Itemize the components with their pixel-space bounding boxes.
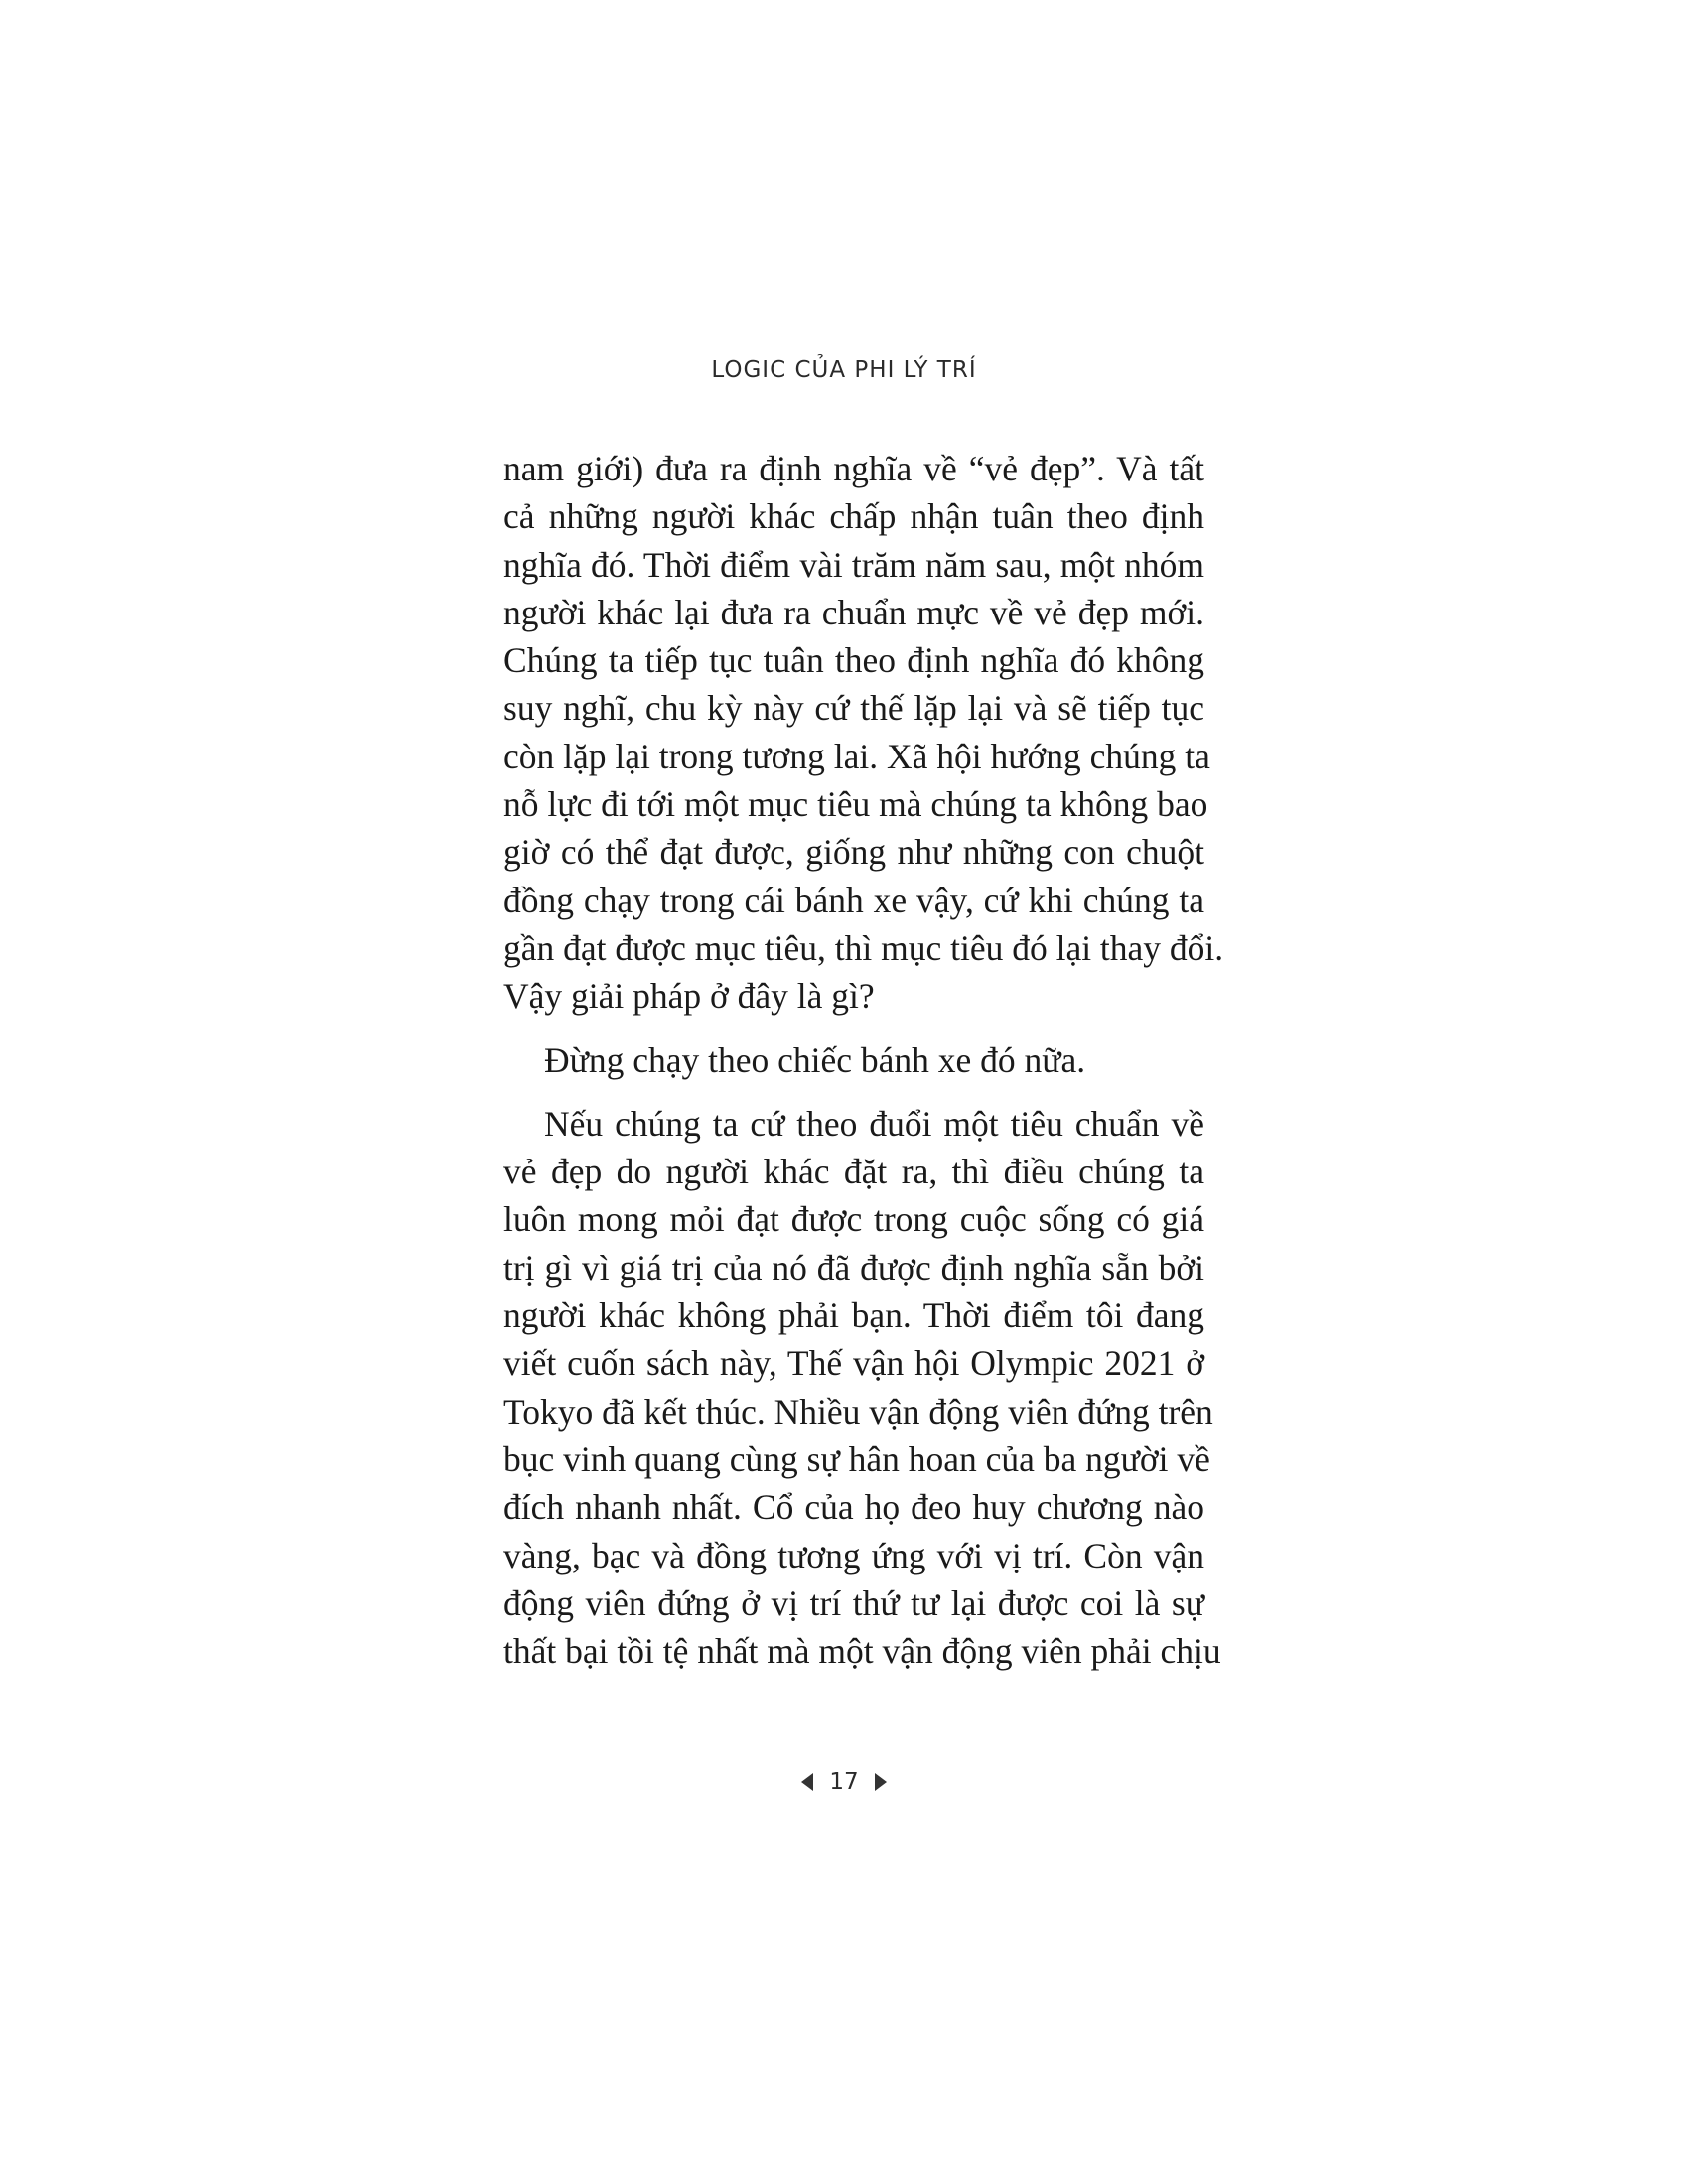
text-line: nam giới) đưa ra định nghĩa về “vẻ đẹp”. Và tất xyxy=(503,449,1204,488)
text-line: viết cuốn sách này, Thế vận hội Olympic 2021 ở xyxy=(503,1343,1204,1384)
text-line: người khác lại đưa ra chuẩn mực về vẻ đẹp mới. xyxy=(503,592,1204,632)
text-line: đồng chạy trong cái bánh xe vậy, cứ khi chúng ta xyxy=(503,880,1204,920)
text-line: nỗ lực đi tới một mục tiêu mà chúng ta không bao xyxy=(503,784,1208,825)
running-title: LOGIC CỦA PHI LÝ TRÍ xyxy=(711,357,977,383)
text-line: động viên đứng ở vị trí thứ tư lại được coi là sự xyxy=(503,1582,1204,1623)
text-line: vẻ đẹp do người khác đặt ra, thì điều chúng ta xyxy=(503,1152,1204,1192)
triangle-left-icon xyxy=(801,1773,813,1791)
text-line: gần đạt được mục tiêu, thì mục tiêu đó lại thay đổi. xyxy=(503,927,1224,968)
page-folio xyxy=(0,1769,1688,1795)
text-line: đích nhanh nhất. Cổ của họ đeo huy chương nào xyxy=(503,1487,1204,1528)
text-line: luôn mong mỏi đạt được trong cuộc sống có giá xyxy=(503,1199,1204,1240)
page-body xyxy=(503,445,1224,1675)
paragraph-2 xyxy=(503,1036,1204,1084)
triangle-right-icon xyxy=(875,1773,887,1791)
text-line: Nếu chúng ta cứ theo đuổi một tiêu chuẩn về xyxy=(544,1103,1204,1144)
page-number: 17 xyxy=(829,1769,859,1795)
text-line: vàng, bạc và đồng tương ứng với vị trí. Còn vận xyxy=(503,1535,1204,1575)
text-line: suy nghĩ, chu kỳ này cứ thế lặp lại và sẽ tiếp tục xyxy=(503,688,1204,729)
text-line: Chúng ta tiếp tục tuân theo định nghĩa đó không xyxy=(503,640,1204,681)
text-line: trị gì vì giá trị của nó đã được định nghĩa sẵn bởi xyxy=(503,1247,1204,1288)
text-line: Vậy giải pháp ở đây là gì? xyxy=(503,976,875,1017)
text-line: thất bại tồi tệ nhất mà một vận động viên phải chịu xyxy=(503,1631,1221,1672)
text-line: cả những người khác chấp nhận tuân theo định xyxy=(503,496,1204,537)
paragraph-1 xyxy=(503,445,1224,1021)
text-line: bục vinh quang cùng sự hân hoan của ba người về xyxy=(503,1438,1210,1479)
paragraph-3 xyxy=(503,1100,1221,1676)
text-line: nghĩa đó. Thời điểm vài trăm năm sau, một nhóm xyxy=(503,544,1204,585)
text-line: Đừng chạy theo chiếc bánh xe đó nữa. xyxy=(544,1039,1086,1080)
text-line: người khác không phải bạn. Thời điểm tôi đang xyxy=(503,1296,1204,1336)
text-line: còn lặp lại trong tương lai. Xã hội hướng chúng ta xyxy=(503,736,1210,776)
text-line: Tokyo đã kết thúc. Nhiều vận động viên đứng trên xyxy=(503,1391,1213,1432)
text-line: giờ có thể đạt được, giống như những con chuột xyxy=(503,832,1204,873)
